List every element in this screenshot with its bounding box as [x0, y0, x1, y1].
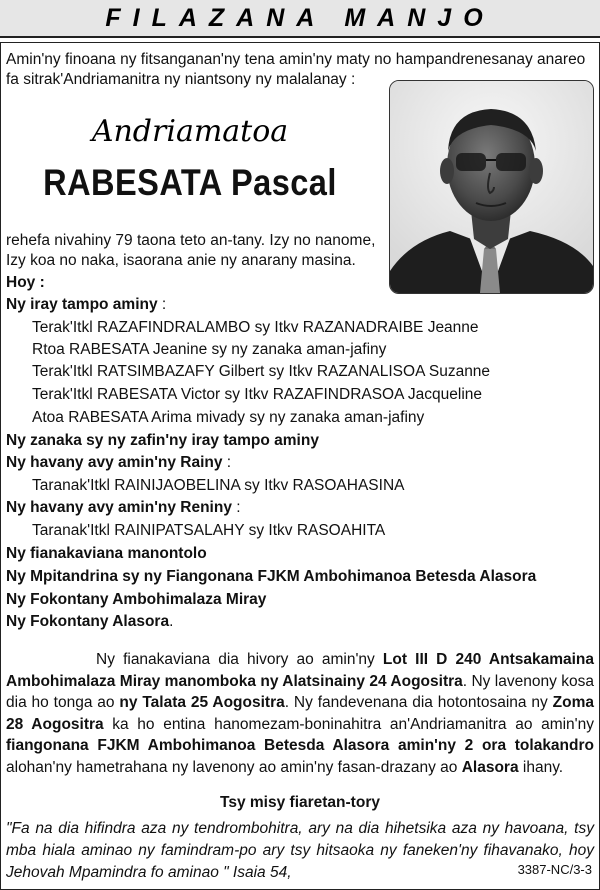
bible-verse: "Fa na dia hifindra aza ny tendrombohitra, ary na dia hihetsika aza ny havoana, tsy mba hiala aminao ny famindram-po ary tsy hitsaoka ny faneken'ny fihavanako, hoy Jehovah Mpamindra fo aminao " Isaia 54, [6, 820, 594, 881]
age-line-2: Izy koa no naka, isaorana anie ny anarany masina. [6, 252, 356, 269]
group1-member: Terak'Itkl RABESATA Victor sy Itkv RAZAFINDRASOA Jacqueline [32, 386, 483, 403]
group3-heading: Ny havany avy amin'ny Rainy [6, 454, 223, 471]
funeral-burial-date: Zoma 28 Aogositra [6, 694, 594, 733]
other-fokontany-2: Ny Fokontany Alasora [6, 613, 170, 630]
group3-member: Taranak'Itkl RAINIJAOBELINA sy Itkv RASOAHASINA [32, 477, 405, 494]
honorific: Andriamatoa [91, 114, 289, 149]
funeral-arrival-date: ny Talata 25 Aogositra [119, 694, 285, 711]
final-dot: . [169, 613, 174, 630]
reference-code: 3387-NC/3-3 [517, 862, 592, 877]
funeral-text: . Ny lavenony kosa dia ho tonga ao [6, 672, 594, 711]
portrait-photo [389, 80, 594, 294]
header-banner [0, 0, 600, 38]
funeral-paragraph [6, 649, 594, 778]
other-family: Ny fianakaviana manontolo [6, 545, 207, 562]
funeral-text: ka ho entina hanomezam-boninahitra an'Andriamanitra ao amin'ny [103, 715, 595, 733]
group1-member: Rtoa RABESATA Jeanine sy ny zanaka aman-jafiny [32, 341, 387, 358]
group4-line [6, 498, 241, 518]
funeral-tomb-place: Alasora [461, 758, 519, 776]
no-flowers-note: Tsy misy fiaretan-tory [220, 794, 380, 811]
hoy-label: Hoy : [6, 274, 45, 291]
funeral-church: fiangonana FJKM Ambohimanoa Betesda Alasora amin'ny 2 ora tolakandro [6, 737, 594, 754]
other-fokontany-2-line [6, 612, 173, 632]
funeral-text: Ny fianakaviana dia hivory ao amin'ny [96, 651, 383, 668]
group4-member: Taranak'Itkl RAINIPATSALAHY sy Itkv RASOAHITA [32, 522, 386, 539]
group4-colon: : [231, 499, 241, 516]
group1-colon: : [157, 296, 167, 313]
header-title: FILAZANA MANJO [105, 3, 495, 32]
other-church: Ny Mpitandrina sy ny Fiangonana FJKM Ambohimanoa Betesda Alasora [6, 568, 537, 585]
funeral-location: Lot III D 240 Antsakamaina Ambohimalaza Miray manomboka ny Alatsinainy 24 Aogositra [6, 651, 595, 690]
group2-heading: Ny zanaka sy ny zafin'ny iray tampo aminy [6, 432, 319, 449]
group3-line [6, 453, 231, 473]
funeral-text: alohan'ny hametrahana ny lavenony ao amin'ny fasan-drazany ao [6, 758, 462, 776]
other-fokontany-1: Ny Fokontany Ambohimalaza Miray [6, 591, 267, 608]
funeral-text: ihany. [518, 758, 564, 776]
group1-line [6, 295, 166, 315]
intro-text: Amin'ny finoana ny fitsanganan'ny tena amin'ny maty no hampandrenesanay anareo fa sitrak'Andriamanitra ny niantsony ny malalanay : [6, 51, 586, 88]
group1-member: Terak'Itkl RAZAFINDRALAMBO sy Itkv RAZANADRAIBE Jeanne [32, 319, 479, 336]
group4-heading: Ny havany avy amin'ny Reniny [6, 499, 232, 516]
group1-member: Terak'Itkl RATSIMBAZAFY Gilbert sy Itkv RAZANALISOA Suzanne [32, 363, 491, 380]
funeral-text: . Ny fandevenana dia hotontosaina ny [284, 694, 553, 711]
age-line-1: rehefa nivahiny 79 taona teto an-tany. Izy no nanome, [6, 232, 376, 249]
group1-heading: Ny iray tampo aminy [6, 296, 158, 313]
group3-colon: : [222, 454, 232, 471]
group1-member: Atoa RABESATA Arima mivady sy ny zanaka aman-jafiny [32, 409, 425, 426]
portrait-image [390, 81, 593, 293]
deceased-name: RABESATA Pascal [43, 162, 337, 203]
